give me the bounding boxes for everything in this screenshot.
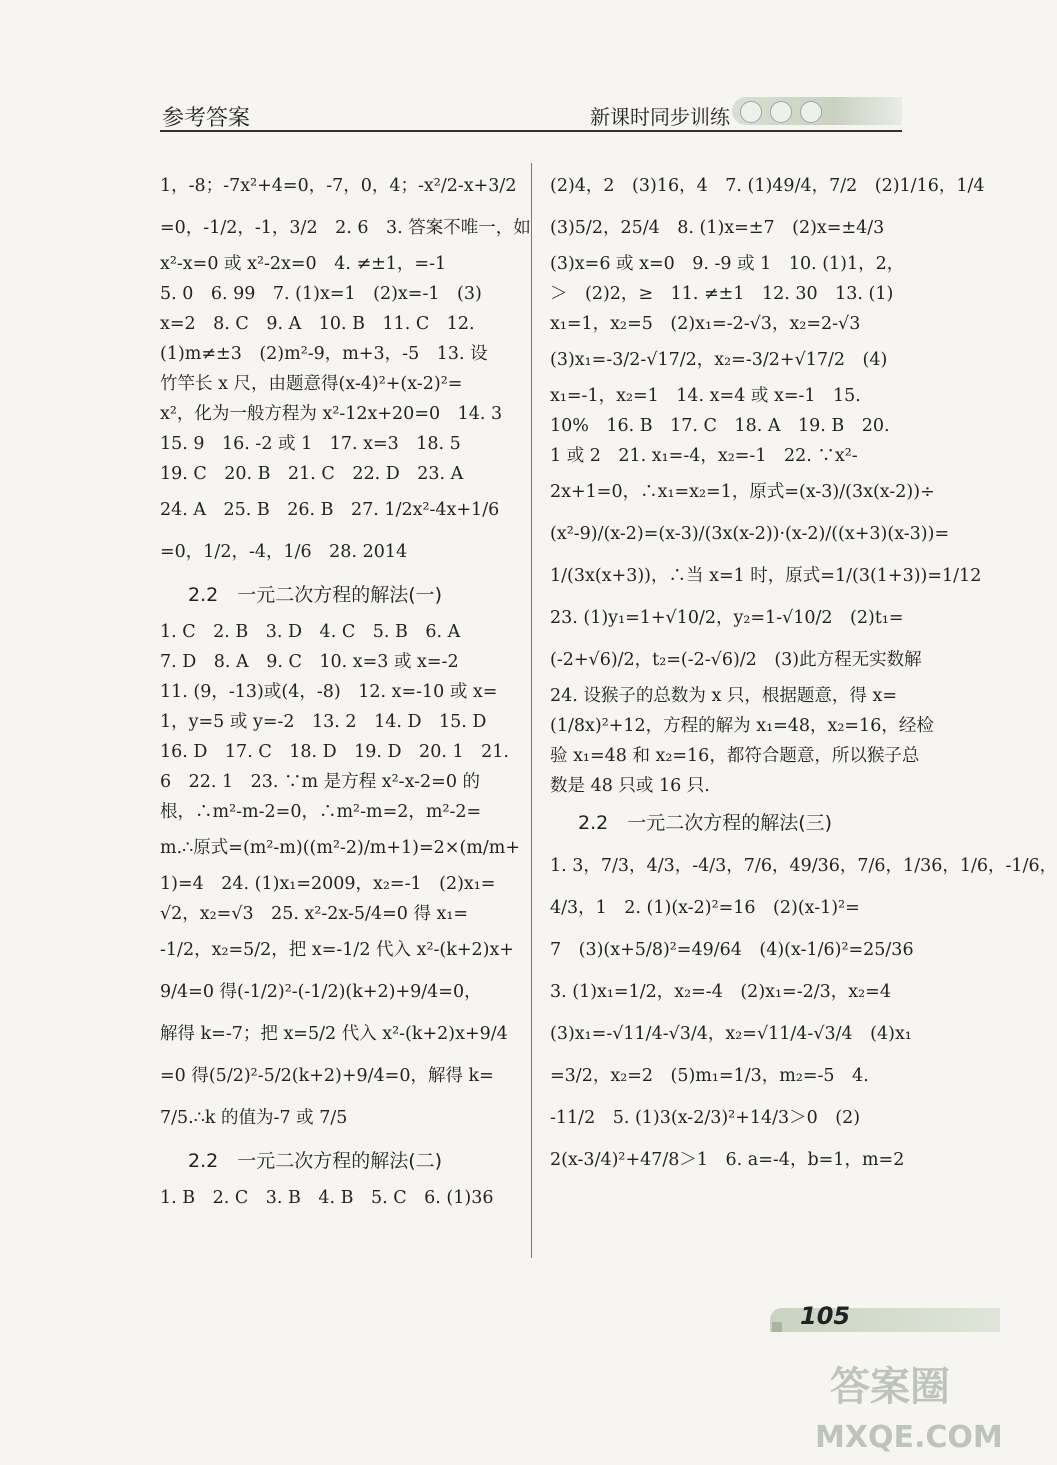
answer-line: 19. C 20. B 21. C 22. D 23. A	[160, 464, 464, 484]
answer-line: 7. D 8. A 9. C 10. x=3 或 x=-2	[160, 652, 459, 672]
circle-icon	[770, 101, 792, 123]
answer-line: (-2+√6)/2，t₂=(-2-√6)/2 (3)此方程无实数解	[550, 650, 922, 670]
header-decoration	[732, 97, 902, 125]
answer-line: 解得 k=-7；把 x=5/2 代入 x²-(k+2)x+9/4	[160, 1024, 508, 1044]
answer-line: 2x+1=0，∴x₁=x₂=1，原式=(x-3)/(3x(x-2))÷	[550, 482, 935, 502]
answer-line: 1/(3x(x+3))，∴当 x=1 时，原式=1/(3(1+3))=1/12	[550, 566, 982, 586]
answer-line: -11/2 5. (1)3(x-2/3)²+14/3＞0 (2)	[550, 1108, 861, 1128]
answer-line: 根，∴m²-m-2=0，∴m²-m=2，m²-2=	[160, 802, 482, 822]
answer-line: √2，x₂=√3 25. x²-2x-5/4=0 得 x₁=	[160, 904, 469, 924]
answer-line: (x²-9)/(x-2)=(x-3)/(3x(x-2))·(x-2)/((x+3)(x-3))=	[550, 524, 950, 544]
answer-line: ＞ (2)2，≥ 11. ≠±1 12. 30 13. (1)	[550, 284, 894, 304]
section-title: 2.2 一元二次方程的解法(二)	[188, 1150, 443, 1172]
answer-line: 1)=4 24. (1)x₁=2009，x₂=-1 (2)x₁=	[160, 874, 496, 894]
answer-line: (3)x=6 或 x=0 9. -9 或 1 10. (1)1，2，	[550, 254, 905, 274]
answer-line: 5. 0 6. 99 7. (1)x=1 (2)x=-1 (3)	[160, 284, 482, 304]
answer-line: 6 22. 1 23. ∵m 是方程 x²-x-2=0 的	[160, 772, 481, 792]
answer-line: 1. 3，7/3，4/3，-4/3，7/6，49/36，7/6，1/36，1/6，-1/6，	[550, 856, 1057, 876]
answer-line: x₁=-1，x₂=1 14. x=4 或 x=-1 15.	[550, 386, 861, 406]
section-title: 2.2 一元二次方程的解法(一)	[188, 584, 443, 606]
answer-line: 24. 设猴子的总数为 x 只，根据题意，得 x=	[550, 686, 897, 706]
answer-line: (3)x₁=-3/2-√17/2，x₂=-3/2+√17/2 (4)	[550, 350, 888, 370]
answer-line: =0 得(5/2)²-5/2(k+2)+9/4=0，解得 k=	[160, 1066, 494, 1086]
answer-line: 11. (9，-13)或(4，-8) 12. x=-10 或 x=	[160, 682, 498, 702]
footer-square	[772, 1322, 782, 1332]
answer-line: 15. 9 16. -2 或 1 17. x=3 18. 5	[160, 434, 461, 454]
answer-line: 1，y=5 或 y=-2 13. 2 14. D 15. D	[160, 712, 487, 732]
answer-line: 1. C 2. B 3. D 4. C 5. B 6. A	[160, 622, 461, 642]
circle-icon	[740, 101, 762, 123]
answer-line: 3. (1)x₁=1/2，x₂=-4 (2)x₁=-2/3，x₂=4	[550, 982, 891, 1002]
answer-line: 7 (3)(x+5/8)²=49/64 (4)(x-1/6)²=25/36	[550, 940, 914, 960]
answer-line: (1)m≠±3 (2)m²-9，m+3，-5 13. 设	[160, 344, 488, 364]
page-header	[160, 95, 902, 132]
answer-line: x²，化为一般方程为 x²-12x+20=0 14. 3	[160, 404, 503, 424]
answer-line: 23. (1)y₁=1+√10/2，y₂=1-√10/2 (2)t₁=	[550, 608, 904, 628]
circle-icon	[800, 101, 822, 123]
column-divider	[531, 163, 532, 1258]
answer-line: x=2 8. C 9. A 10. B 11. C 12.	[160, 314, 475, 334]
answer-line: 9/4=0 得(-1/2)²-(-1/2)(k+2)+9/4=0，	[160, 982, 482, 1002]
header-right-title: 新课时同步训练	[590, 105, 730, 129]
answer-line: (3)5/2，25/4 8. (1)x=±7 (2)x=±4/3	[550, 218, 885, 238]
answer-line: x²-x=0 或 x²-2x=0 4. ≠±1，=-1	[160, 254, 447, 274]
answer-line: 数是 48 只或 16 只.	[550, 776, 710, 796]
watermark-logo: 答案圈	[830, 1364, 950, 1410]
answer-line: 2(x-3/4)²+47/8＞1 6. a=-4，b=1，m=2	[550, 1150, 905, 1170]
answer-line: =0，-1/2，-1，3/2 2. 6 3. 答案不唯一，如	[160, 218, 531, 238]
answer-line: m.∴原式=(m²-m)((m²-2)/m+1)=2×(m/m+	[160, 838, 521, 858]
left-column	[160, 165, 531, 1213]
answer-line: =3/2，x₂=2 (5)m₁=1/3，m₂=-5 4.	[550, 1066, 869, 1086]
answer-line: =0，1/2，-4，1/6 28. 2014	[160, 542, 408, 562]
answer-line: 16. D 17. C 18. D 19. D 20. 1 21.	[160, 742, 509, 762]
answer-line: 验 x₁=48 和 x₂=16，都符合题意，所以猴子总	[550, 746, 920, 766]
section-title: 2.2 一元二次方程的解法(三)	[578, 812, 833, 834]
answer-line: 1 或 2 21. x₁=-4，x₂=-1 22. ∵x²-	[550, 446, 858, 466]
answer-line: 7/5.∴k 的值为-7 或 7/5	[160, 1108, 348, 1128]
answer-line: -1/2，x₂=5/2，把 x=-1/2 代入 x²-(k+2)x+	[160, 940, 514, 960]
page-number: 105	[800, 1302, 851, 1330]
answer-line: 竹竿长 x 尺，由题意得(x-4)²+(x-2)²=	[160, 374, 463, 394]
answer-line: 1，-8；-7x²+4=0，-7，0，4；-x²/2-x+3/2	[160, 176, 517, 196]
answer-line: 24. A 25. B 26. B 27. 1/2x²-4x+1/6	[160, 500, 500, 520]
answer-line: 4/3，1 2. (1)(x-2)²=16 (2)(x-1)²=	[550, 898, 860, 918]
answer-line: (3)x₁=-√11/4-√3/4，x₂=√11/4-√3/4 (4)x₁	[550, 1024, 912, 1044]
answer-line: (1/8x)²+12，方程的解为 x₁=48，x₂=16，经检	[550, 716, 934, 736]
answer-line: 10% 16. B 17. C 18. A 19. B 20.	[550, 416, 890, 436]
answer-line: x₁=1，x₂=5 (2)x₁=-2-√3，x₂=2-√3	[550, 314, 861, 334]
answer-line: (2)4，2 (3)16，4 7. (1)49/4，7/2 (2)1/16，1/4	[550, 176, 985, 196]
header-left-title: 参考答案	[162, 106, 251, 131]
answer-line: 1. B 2. C 3. B 4. B 5. C 6. (1)36	[160, 1188, 494, 1208]
watermark-site: MXQE.COM	[815, 1420, 1003, 1455]
right-column	[550, 165, 1057, 1181]
